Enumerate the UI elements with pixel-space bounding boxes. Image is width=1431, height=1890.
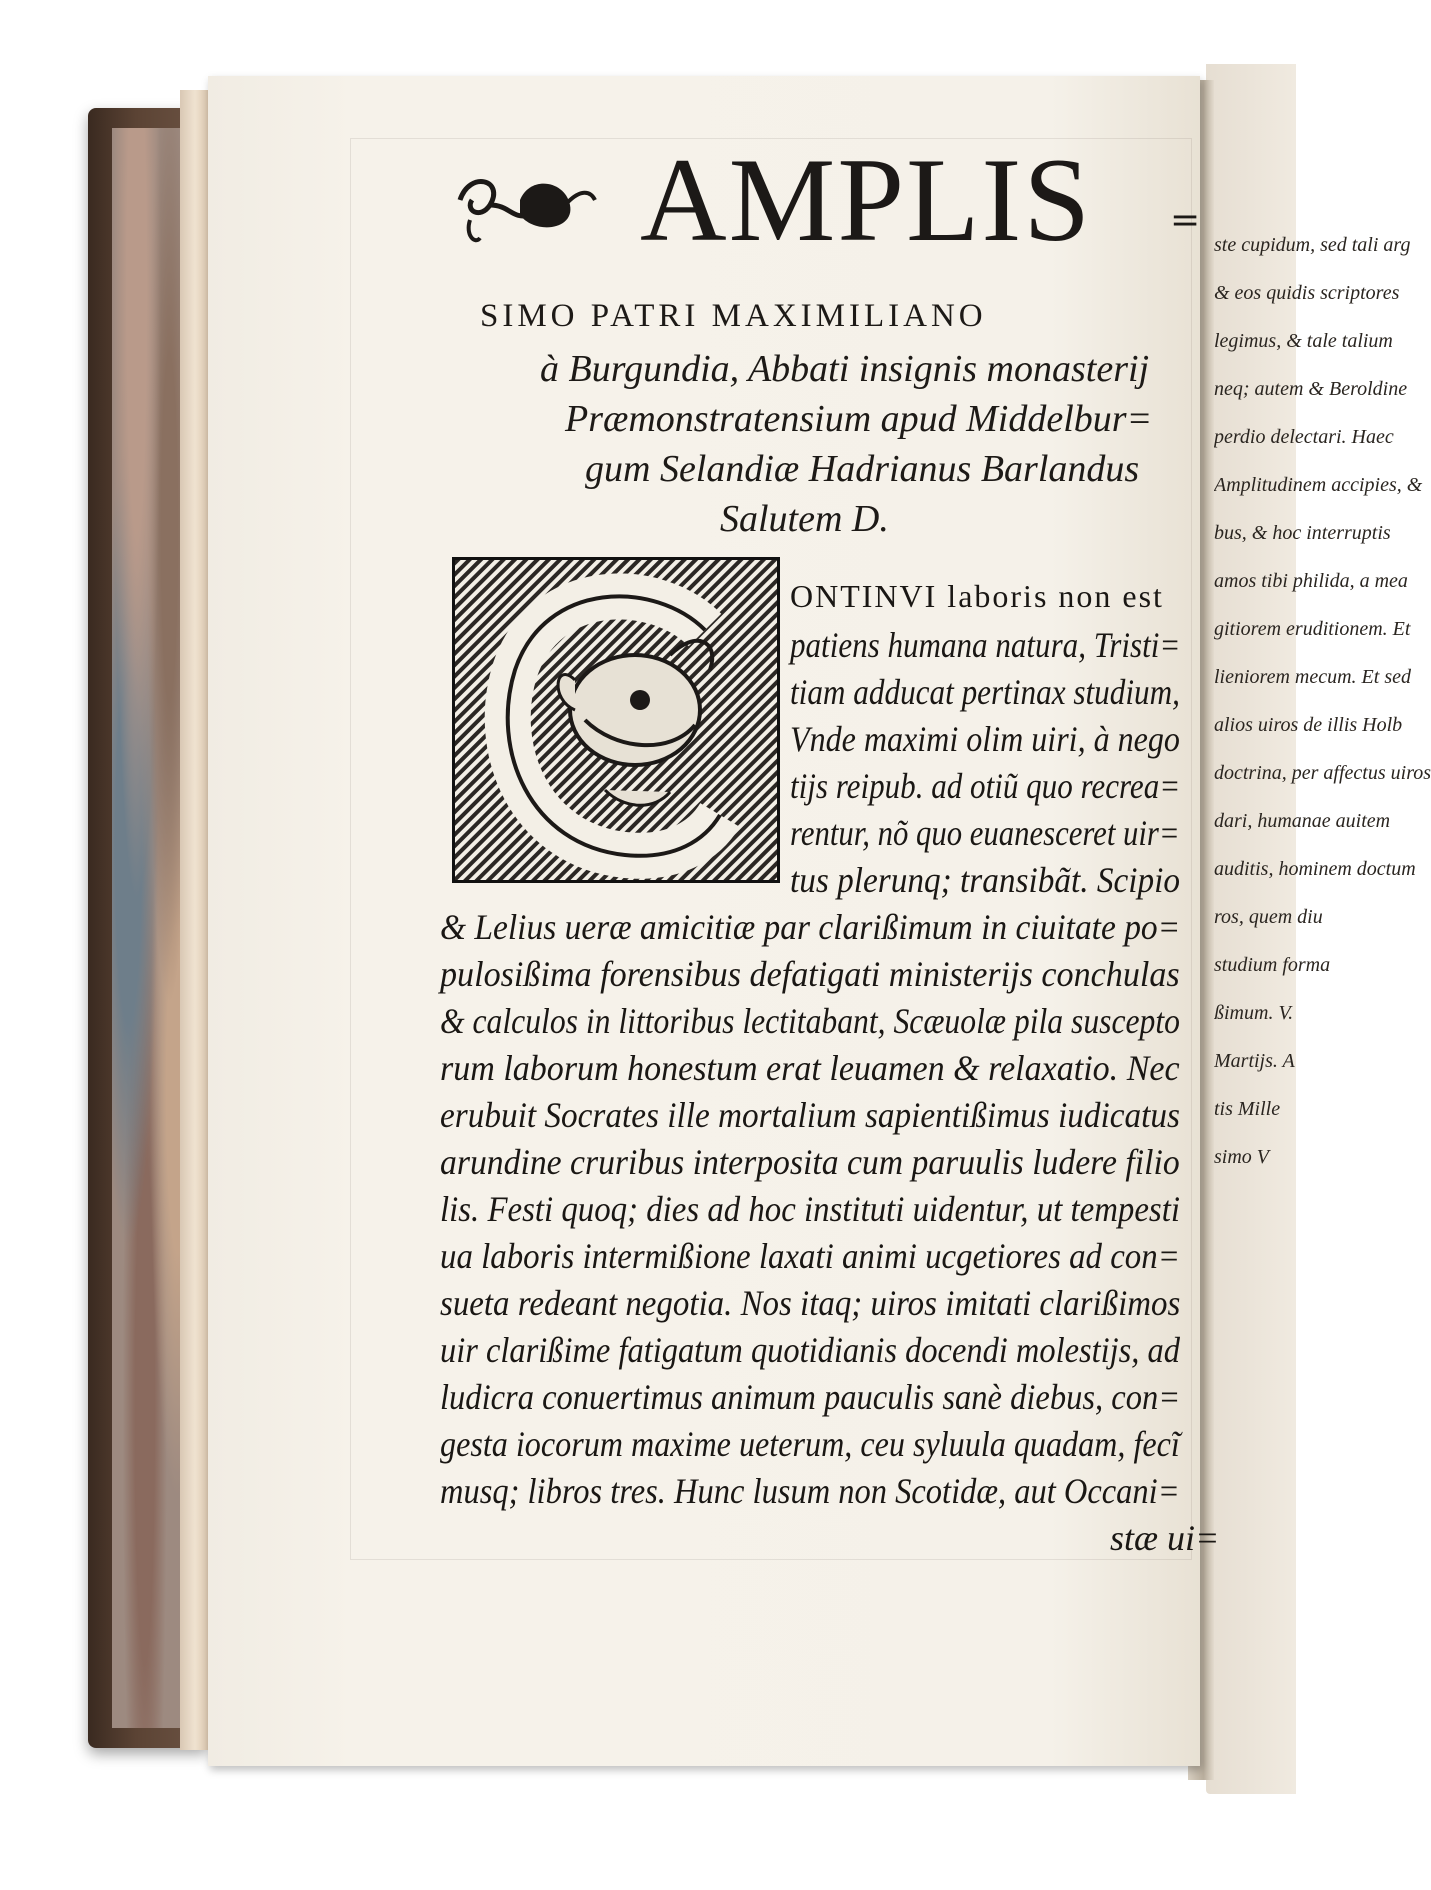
fleuron-ornament [450,160,600,250]
page-edges [180,90,210,1750]
body-line: ludicra conuertimus animum pauculis sanè diebus, con= [440,1377,1181,1417]
facing-page-line: tis Mille [1214,1098,1281,1120]
body-line: rentur, nõ quo euanesceret uir= [790,813,1180,853]
body-line: patiens humana natura, Tristi= [790,625,1181,665]
body-line: arundine cruribus interposita cum paruulis ludere filio [440,1142,1180,1182]
body-line: tijs reipub. ad otiũ quo recrea= [790,766,1181,806]
facing-page-line: bus, & hoc interruptis [1214,522,1391,544]
dedication-line-5: Salutem D. [720,498,889,540]
facing-page-line: neq; autem & Beroldine [1214,378,1408,400]
dedication-line-3: Præmonstratensium apud Middelbur= [565,398,1153,440]
facing-page-line: lieniorem mecum. Et sed [1214,666,1411,688]
facing-page-line: ste cupidum, sed tali arg [1214,234,1411,256]
body-line: sueta redeant negotia. Nos itaq; uiros imitati clarißimos [440,1283,1181,1323]
body-line: tus plerunq; transibãt. Scipio [790,860,1180,900]
decorated-initial-art [455,560,777,880]
body-line: erubuit Socrates ille mortalium sapientißimus iudicatus [440,1095,1180,1135]
facing-page-line: legimus, & tale talium [1214,330,1393,352]
dedication-line-1: SIMO PATRI MAXIMILIANO [480,298,987,334]
facing-page-line: perdio delectari. Haec [1214,426,1394,448]
body-line: ua laboris intermißione laxati animi ucgetiores ad con= [440,1236,1180,1276]
body-line: & calculos in littoribus lectitabant, Scæuolæ pila suscepto [440,1001,1180,1041]
title-heading: AMPLIS [640,133,1093,266]
facing-page [1206,64,1431,1794]
dedication-line-2: à Burgundia, Abbati insignis monasterij [540,348,1150,390]
body-line: Vnde maximi olim uiri, à nego [790,719,1180,759]
body-line: pulosißima forensibus defatigati ministerijs conchulas [440,954,1180,994]
decorated-initial [452,557,780,883]
body-line: musq; libros tres. Hunc lusum non Scotidæ, aut Occani= [440,1471,1180,1511]
facing-page-line: ßimum. V. [1214,1002,1294,1024]
facing-page-line: Amplitudinem accipies, & [1214,474,1423,496]
body-line: gesta iocorum maxime ueterum, ceu syluula quadam, fecĩ [440,1424,1180,1464]
facing-page-line: dari, humanae auitem [1214,810,1391,832]
facing-page-line: gitiorem eruditionem. Et [1214,618,1411,640]
facing-page-line: amos tibi philida, a mea [1214,570,1408,592]
facing-page-line: ros, quem diu [1214,906,1323,928]
facing-page-line: & eos quidis scriptores [1214,282,1400,304]
body-line: & Lelius ueræ amicitiæ par clarißimum in ciuitate po= [440,907,1181,947]
title-hyphen: = [1170,200,1201,241]
facing-page-line: simo V [1214,1146,1269,1168]
facing-page-line: studium forma [1214,954,1331,976]
facing-page-line: Martijs. A [1214,1050,1295,1072]
facing-page-line: doctrina, per affectus uiros [1214,762,1431,784]
facing-page-line: alios uiros de illis Holb [1214,714,1403,736]
body-line: rum laborum honestum erat leuamen & relaxatio. Nec [440,1048,1180,1088]
facing-page-line: auditis, hominem doctum [1214,858,1416,880]
body-line: uir clarißime fatigatum quotidianis docendi molestijs, ad [440,1330,1180,1370]
body-line: lis. Festi quoq; dies ad hoc instituti uidentur, ut tempesti [440,1189,1180,1229]
body-line: tiam adducat pertinax studium, [790,672,1180,712]
dedication-line-4: gum Selandiæ Hadrianus Barlandus [585,448,1140,490]
body-line: stæ ui= [1110,1518,1220,1558]
body-line: ONTINVI laboris non est [790,578,1164,614]
